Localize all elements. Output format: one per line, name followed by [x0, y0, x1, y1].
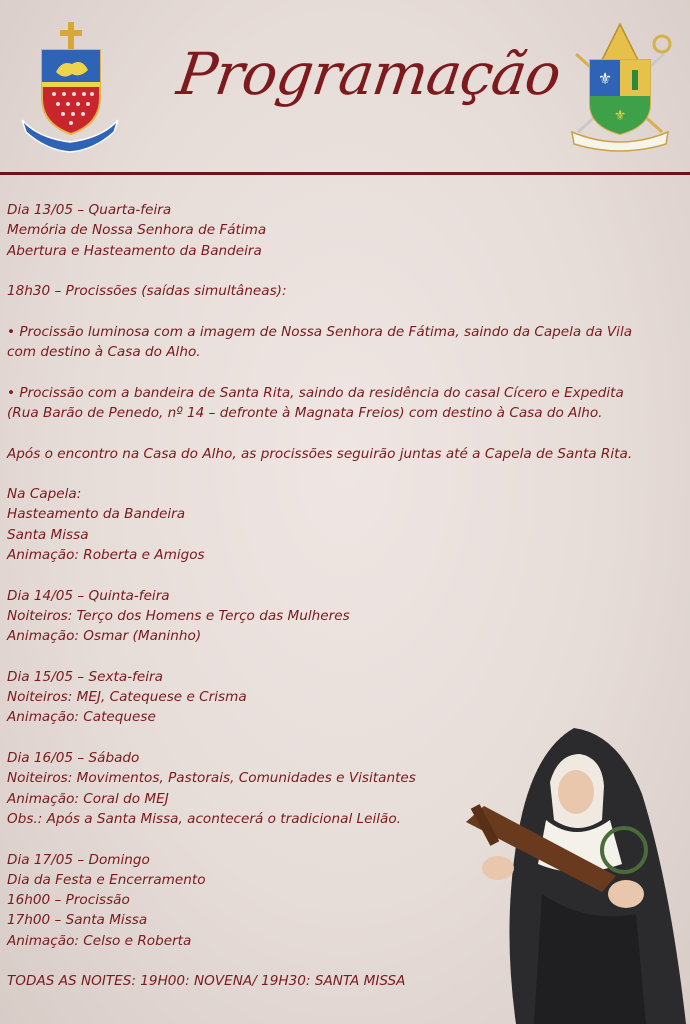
day4-animation: Animação: Coral do MEJ [7, 790, 169, 807]
day5-mass: 17h00 – Santa Missa [7, 912, 148, 929]
day5-animation: Animação: Celso e Roberta [7, 932, 192, 949]
day1-opening: Abertura e Hasteamento da Bandeira [7, 242, 262, 259]
procession1-line2: com destino à Casa do Alho. [7, 344, 201, 361]
day5-procession: 16h00 – Procissão [7, 892, 130, 909]
procession1-line1: • Procissão luminosa com a imagem de Nossa Senhora de Fátima, saindo da Capela da Vila [7, 323, 633, 340]
day1-processions-title: 18h30 – Procissões (saídas simultâneas): [7, 283, 287, 300]
day4-note: Obs.: Após a Santa Missa, acontecerá o tradicional Leilão. [7, 810, 401, 827]
day1-heading: Dia 13/05 – Quarta-feira [7, 202, 172, 218]
chapel-flag: Hasteamento da Bandeira [7, 506, 186, 523]
left-coat-of-arms-icon [18, 20, 122, 154]
day2-animation: Animação: Osmar (Maninho) [7, 628, 202, 645]
day5-subtitle: Dia da Festa e Encerramento [7, 871, 206, 888]
closing-note: TODAS AS NOITES: 19H00: NOVENA/ 19H30: SANTA MISSA [7, 973, 406, 990]
header-divider [0, 172, 690, 175]
chapel-title: Na Capela: [7, 486, 82, 503]
procession2-line2: (Rua Barão de Penedo, nº 14 – defronte à Magnata Freios) com destino à Casa do Alho. [7, 404, 603, 421]
day1-meeting: Após o encontro na Casa do Alho, as procissões seguirão juntas até a Capela de Santa Rita. [7, 445, 633, 462]
day2-noiteiros: Noiteiros: Terço dos Homens e Terço das Mulheres [7, 607, 350, 624]
procession2-line1: • Procissão com a bandeira de Santa Rita, saindo da residência do casal Cícero e Expedita [7, 384, 624, 401]
day3-heading: Dia 15/05 – Sexta-feira [7, 668, 163, 685]
day4-noiteiros: Noiteiros: Movimentos, Pastorais, Comunidades e Visitantes [7, 770, 416, 787]
chapel-animation: Animação: Roberta e Amigos [7, 547, 205, 564]
svg-text:⚜: ⚜ [613, 108, 627, 124]
header [0, 0, 690, 176]
day1-memory: Memória de Nossa Senhora de Fátima [7, 222, 267, 239]
saint-rita-statue-icon [446, 724, 690, 1024]
day3-animation: Animação: Catequese [7, 709, 156, 726]
day4-heading: Dia 16/05 – Sábado [7, 750, 140, 767]
svg-text:⚜: ⚜ [597, 69, 613, 88]
day5-heading: Dia 17/05 – Domingo [7, 851, 150, 868]
chapel-mass: Santa Missa [7, 526, 89, 543]
day3-noiteiros: Noiteiros: MEJ, Catequese e Crisma [7, 689, 247, 706]
right-coat-of-arms-icon [566, 20, 674, 154]
page-title: Programação [173, 40, 565, 108]
day2-heading: Dia 14/05 – Quinta-feira [7, 587, 170, 604]
